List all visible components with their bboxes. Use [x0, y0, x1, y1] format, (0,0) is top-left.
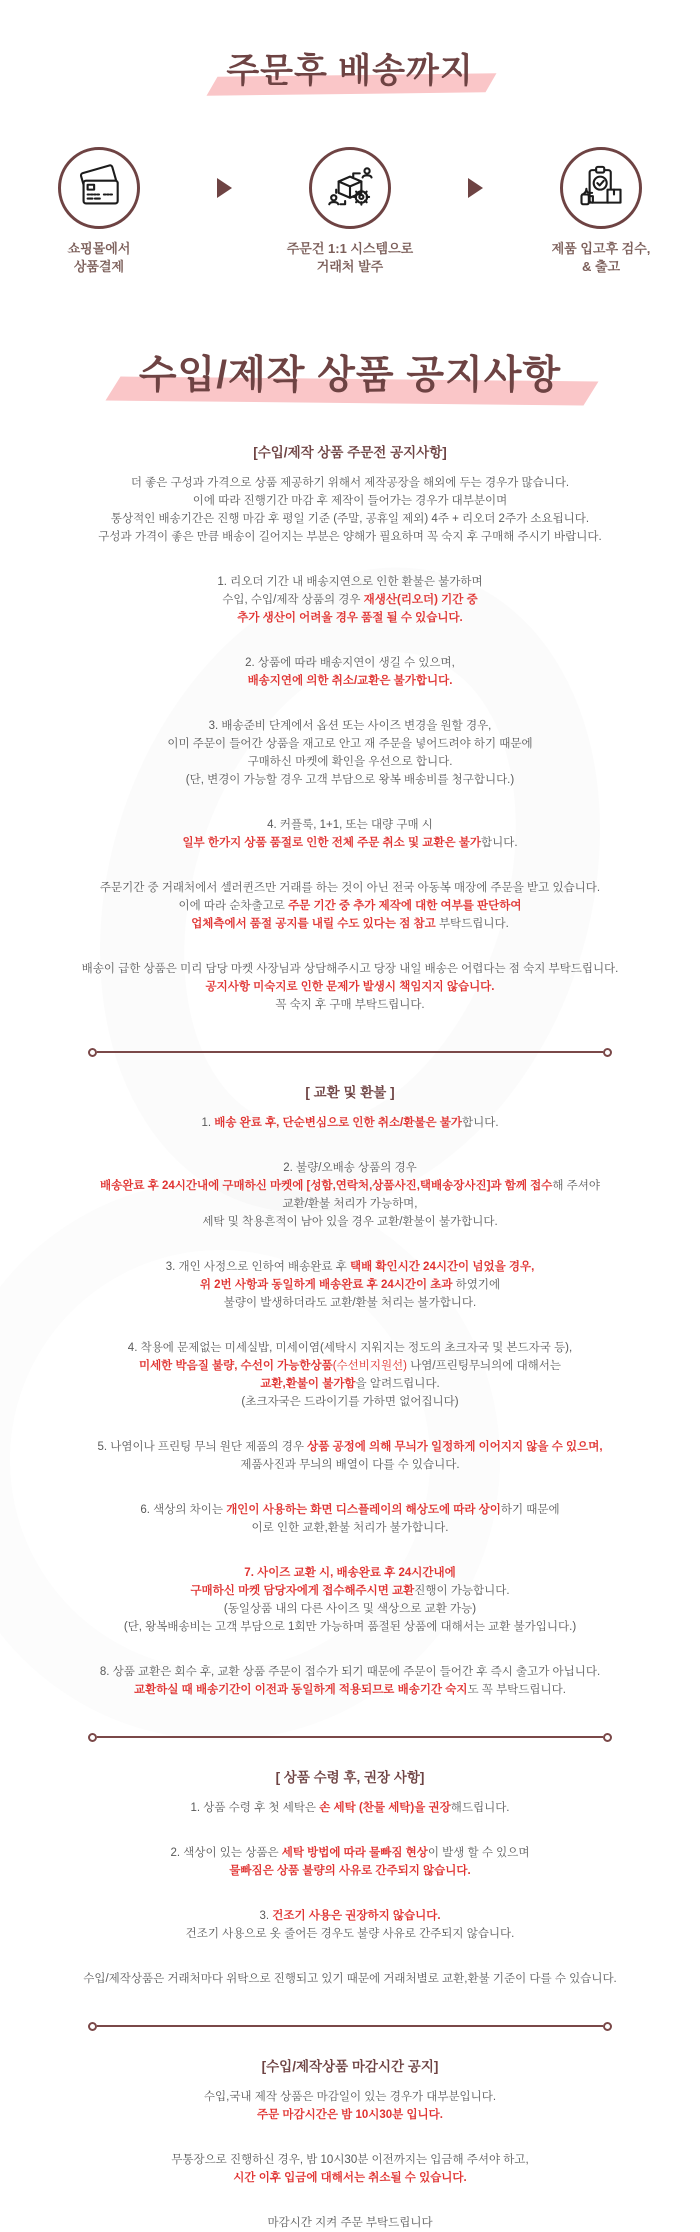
divider-line: [97, 2025, 603, 2027]
text-segment: 시간 이후 입금에 대해서는 취소될 수 있습니다.: [233, 2171, 467, 2184]
notice-line: [0, 1564, 700, 1582]
notice-block: [0, 1339, 700, 1411]
process-step: [513, 147, 689, 276]
notice-line: [0, 816, 700, 834]
text-segment: 배송 완료 후, 단순변심으로 인한 취소/환불은 불가: [214, 1116, 462, 1129]
text-segment: (수선비지원선): [332, 1359, 407, 1372]
notice-block: [0, 816, 700, 852]
notice-line: [0, 2169, 700, 2187]
text-segment: 세탁 및 착용흔적이 남아 있을 경우 교환/환불이 불가합니다.: [202, 1215, 498, 1228]
text-segment: 3.: [259, 1909, 273, 1922]
text-segment: 해 주셔야: [552, 1179, 600, 1192]
notice-block: [0, 879, 700, 933]
notice-block: [0, 1258, 700, 1312]
notice-block: [0, 1907, 700, 1943]
notice-line: [0, 1375, 700, 1393]
text-segment: 1.: [201, 1116, 215, 1129]
notice-line: [0, 1213, 700, 1231]
text-segment: 이로 인한 교환,환불 처리가 불가합니다.: [251, 1521, 449, 1534]
notice-line: [0, 1276, 700, 1294]
process-step-label-line: & 출고: [581, 259, 621, 275]
notice-line: [0, 960, 700, 978]
notice-block: [0, 573, 700, 627]
text-segment: 합니다.: [481, 836, 518, 849]
notice-block: [0, 474, 700, 546]
notice-line: [0, 1258, 700, 1276]
text-segment: 꼭 숙지 후 구매 부탁드립니다.: [275, 998, 425, 1011]
notice-line: [0, 672, 700, 690]
text-segment: 더 좋은 구성과 가격으로 상품 제공하기 위해서 제작공장을 해외에 두는 경우가 많습니다.: [130, 476, 570, 489]
notice-block: [0, 1844, 700, 1880]
notice-line: [0, 609, 700, 627]
text-segment: 공지사항 미숙지로 인한 문제가 발생시 책임지지 않습니다.: [205, 980, 495, 993]
text-segment: 2. 불량/오배송 상품의 경우: [283, 1161, 417, 1174]
text-segment: 이미 주문이 들어간 상품을 재고로 안고 재 주문을 넣어드려야 하기 때문에: [167, 737, 533, 750]
notice-sections: [0, 441, 700, 2232]
text-segment: 배송지연에 의한 취소/교환은 불가합니다.: [247, 674, 453, 687]
process-step-label-line: 주문건 1:1 시스템으로: [286, 241, 414, 257]
process-step-label-line: 거래처 발주: [316, 259, 384, 275]
text-segment: (단, 변경이 가능할 경우 고객 부담으로 왕복 배송비를 청구합니다.): [185, 773, 515, 786]
text-segment: 건조기 사용으로 옷 줄어든 경우도 불량 사유로 간주되지 않습니다.: [185, 1927, 515, 1940]
section-header: [ 교환 및 환불 ]: [305, 1084, 395, 1100]
text-segment: 1. 리오더 기간 내 배송지연으로 인한 환불은 불가하며: [217, 575, 483, 588]
text-segment: 세탁 방법에 따라 물빠짐 현상: [281, 1846, 428, 1859]
text-segment: 부탁드립니다.: [438, 917, 509, 930]
notice-line: [0, 573, 700, 591]
notice-line: [0, 492, 700, 510]
page-title: [139, 354, 561, 399]
text-segment: 교환하실 때 배송기간이 이전과 동일하게 적용되므로 배송기간 숙지: [134, 1683, 468, 1696]
page-title-text: 수입/제작 상품 공지사항: [138, 354, 562, 398]
order-system-icon: [309, 147, 391, 229]
notice-block: [0, 1114, 700, 1132]
notice-line: [0, 753, 700, 771]
text-segment: 업체측에서 품절 공지를 내릴 수도 있다는 점 참고: [191, 917, 439, 930]
text-segment: 재생산(리오더) 기간 중: [363, 593, 478, 606]
notice-line: [0, 1844, 700, 1862]
text-segment: 손 세탁 (찬물 세탁)을 권장: [319, 1801, 451, 1814]
notice-line: [0, 1159, 700, 1177]
text-segment: 구성과 가격이 좋은 만큼 배송이 길어지는 부분은 양해가 필요하며 꼭 숙지 후 구매해 주시기 바랍니다.: [98, 530, 602, 543]
text-segment: 배송완료 후 24시간내에 구매하신 마켓에 [성함,연락처,상품사진,택배송장사진]과 함께 접수: [100, 1179, 553, 1192]
process-step-label: [11, 240, 187, 276]
text-segment: 수입, 수입/제작 상품의 경우: [222, 593, 364, 606]
divider-line: [97, 1051, 603, 1053]
notice-block: [0, 1159, 700, 1231]
text-segment: 수입/제작상품은 거래처마다 위탁으로 진행되고 있기 때문에 거래처별로 교환,환불 기준이 다를 수 있습니다.: [83, 1972, 617, 1985]
notice-line: [0, 1582, 700, 1600]
text-segment: 하기 때문에: [500, 1503, 560, 1516]
text-segment: 주문 기간 중 추가 제작에 대한 여부를 판단하여: [288, 899, 522, 912]
notice-line: [0, 735, 700, 753]
text-segment: 1. 상품 수령 후 첫 세탁은: [190, 1801, 320, 1814]
notice-line: [0, 978, 700, 996]
notice-line: [0, 1339, 700, 1357]
notice-block: [0, 960, 700, 1014]
text-segment: 배송이 급한 상품은 미리 담당 마켓 사장님과 상담해주시고 당장 내일 배송은 어렵다는 점 숙지 부탁드립니다.: [81, 962, 619, 975]
notice-line: [0, 2106, 700, 2124]
notice-block: [0, 1663, 700, 1699]
text-segment: 나염/프린팅무늬의에 대해서는: [407, 1359, 562, 1372]
notice-line: [0, 1195, 700, 1213]
text-segment: 교환/환불 처리가 가능하며,: [282, 1197, 418, 1210]
process-step-label: [513, 240, 689, 276]
text-segment: 일부 한가지 상품 품절로 인한 전체 주문 취소 및 교환은 불가: [182, 836, 482, 849]
credit-card-icon: [58, 147, 140, 229]
divider-endpoint-icon: [88, 1733, 97, 1742]
section-divider: [88, 1048, 612, 1057]
notice-line: [0, 834, 700, 852]
text-segment: 상품 공정에 의해 무늬가 일정하게 이어지지 않을 수 있으며,: [307, 1440, 603, 1453]
text-segment: 하였기에: [452, 1278, 501, 1291]
notice-line: [0, 510, 700, 528]
text-segment: 이에 따라 진행기간 마감 후 제작이 들어가는 경우가 대부분이며: [192, 494, 508, 507]
text-segment: 미세한 박음질 불량, 수선이 가능한상품: [138, 1359, 333, 1372]
text-segment: 통상적인 배송기간은 진행 마감 후 평일 기준 (주말, 공휴일 제외) 4주 + 리오더 2주가 소요됩니다.: [110, 512, 590, 525]
text-segment: 5. 나염이나 프린팅 무늬 원단 제품의 경우: [97, 1440, 308, 1453]
notice-line: [0, 1177, 700, 1195]
notice-line: [0, 2088, 700, 2106]
notice-line: [0, 591, 700, 609]
text-segment: 추가 생산이 어려울 경우 품절 될 수 있습니다.: [237, 611, 463, 624]
process-step: [262, 147, 438, 276]
divider-endpoint-icon: [88, 1048, 97, 1057]
text-segment: 건조기 사용은 권장하지 않습니다.: [272, 1909, 441, 1922]
notice-block: [0, 2151, 700, 2187]
notice-line: [0, 1970, 700, 1988]
section-header: [수입/제작 상품 주문전 공지사항]: [253, 444, 447, 460]
notice-line: [0, 879, 700, 897]
notice-line: [0, 1681, 700, 1699]
arrow-right-icon: [217, 178, 232, 198]
process-title-text: 주문후 배송까지: [226, 52, 474, 90]
notice-block: [0, 1970, 700, 1988]
section-divider: [88, 1733, 612, 1742]
text-segment: 불량이 발생하더라도 교환/환불 처리는 불가합니다.: [223, 1296, 477, 1309]
text-segment: 2. 색상이 있는 상품은: [170, 1846, 282, 1859]
process-steps: [0, 147, 700, 276]
notice-block: [0, 2214, 700, 2232]
notice-line: [0, 1799, 700, 1817]
text-segment: 합니다.: [462, 1116, 499, 1129]
text-segment: 구매하신 마켓에 확인을 우선으로 합니다.: [247, 755, 453, 768]
divider-endpoint-icon: [603, 1048, 612, 1057]
divider-line: [97, 1736, 603, 1738]
text-segment: 3. 개인 사정으로 인하여 배송완료 후: [165, 1260, 350, 1273]
text-segment: (초크자국은 드라이기를 가하면 없어집니다): [241, 1395, 459, 1408]
text-segment: (단, 왕복배송비는 고객 부담으로 1회만 가능하며 품절된 상품에 대해서는 교환 불가입니다.): [123, 1620, 577, 1633]
process-step-label-line: 쇼핑몰에서: [67, 241, 131, 257]
text-segment: 구매하신 마켓 담당자에게 접수해주시면 교환: [190, 1584, 415, 1597]
text-segment: 이 발생 할 수 있으며: [427, 1846, 530, 1859]
text-segment: 2. 상품에 따라 배송지연이 생길 수 있으며,: [245, 656, 455, 669]
text-segment: 주문기간 중 거래처에서 셀러퀸즈만 거래를 하는 것이 아닌 전국 아동복 매장에 주문을 받고 있습니다.: [99, 881, 601, 894]
text-segment: 도 꼭 부탁드립니다.: [467, 1683, 566, 1696]
notice-line: [0, 897, 700, 915]
text-segment: 개인이 사용하는 화면 디스플레이의 해상도에 따라 상이: [226, 1503, 501, 1516]
text-segment: 6. 색상의 차이는: [140, 1503, 227, 1516]
notice-block: [0, 1799, 700, 1817]
notice-line: [0, 1438, 700, 1456]
inspection-icon: [560, 147, 642, 229]
process-step-label-line: 상품결제: [73, 259, 125, 275]
notice-line: [0, 1862, 700, 1880]
text-segment: 진행이 가능합니다.: [414, 1584, 510, 1597]
notice-line: [0, 1357, 700, 1375]
text-segment: 수입,국내 제작 상품은 마감일이 있는 경우가 대부분입니다.: [203, 2090, 497, 2103]
notice-line: [0, 528, 700, 546]
text-segment: 무통장으로 진행하신 경우, 밤 10시30분 이전까지는 입금해 주셔야 하고,: [171, 2153, 529, 2166]
text-segment: (동일상품 내의 다른 사이즈 및 색상으로 교환 가능): [223, 1602, 477, 1615]
text-segment: 마감시간 지켜 주문 부탁드립니다: [267, 2216, 433, 2229]
text-segment: 제품사진과 무늬의 배열이 다를 수 있습니다.: [240, 1458, 460, 1471]
notice-line: [0, 915, 700, 933]
process-title: [226, 52, 473, 91]
text-segment: 주문 마감시간은 밤 10시30분 입니다.: [257, 2108, 443, 2121]
text-segment: 이에 따라 순차출고로: [178, 899, 289, 912]
notice-line: [0, 654, 700, 672]
notice-block: [0, 2088, 700, 2124]
notice-line: [0, 1501, 700, 1519]
notice-line: [0, 717, 700, 735]
process-step: [11, 147, 187, 276]
notice-block: [0, 1501, 700, 1537]
notice-line: [0, 474, 700, 492]
text-segment: 물빠짐은 상품 불량의 사유로 간주되지 않습니다.: [229, 1864, 471, 1877]
notice-block: [0, 1564, 700, 1636]
text-segment: 4. 착용에 문제없는 미세실밥, 미세이염(세탁시 지워지는 정도의 초크자국 및 본드자국 등),: [127, 1341, 573, 1354]
text-segment: 을 알려드립니다.: [355, 1377, 440, 1390]
notice-block: [0, 1438, 700, 1474]
notice-line: [0, 1294, 700, 1312]
notice-line: [0, 2214, 700, 2232]
divider-endpoint-icon: [603, 1733, 612, 1742]
text-segment: 해드립니다.: [450, 1801, 510, 1814]
process-step-label: [262, 240, 438, 276]
text-segment: 4. 커플룩, 1+1, 또는 대량 구매 시: [267, 818, 433, 831]
notice-line: [0, 996, 700, 1014]
section-header: [ 상품 수령 후, 권장 사항]: [275, 1769, 425, 1785]
notice-line: [0, 2151, 700, 2169]
text-segment: 8. 상품 교환은 회수 후, 교환 상품 주문이 접수가 되기 때문에 주문이 들어간 후 즉시 출고가 아닙니다.: [99, 1665, 601, 1678]
notice-block: [0, 654, 700, 690]
notice-line: [0, 1393, 700, 1411]
notice-line: [0, 1519, 700, 1537]
notice-block: [0, 717, 700, 789]
process-step-label-line: 제품 입고후 검수,: [551, 241, 651, 257]
text-segment: 7. 사이즈 교환 시, 배송완료 후 24시간내에: [244, 1566, 456, 1579]
notice-line: [0, 1907, 700, 1925]
notice-line: [0, 771, 700, 789]
notice-line: [0, 1663, 700, 1681]
notice-line: [0, 1456, 700, 1474]
arrow-right-icon: [468, 178, 483, 198]
text-segment: 교환,환불이 불가함: [260, 1377, 356, 1390]
text-segment: 3. 배송준비 단계에서 옵션 또는 사이즈 변경을 원할 경우,: [208, 719, 492, 732]
text-segment: 위 2번 사항과 동일하게 배송완료 후 24시간이 초과: [199, 1278, 453, 1291]
notice-line: [0, 1114, 700, 1132]
section-header: [수입/제작상품 마감시간 공지]: [261, 2058, 439, 2074]
notice-line: [0, 1925, 700, 1943]
text-segment: 택배 확인시간 24시간이 넘었을 경우,: [350, 1260, 535, 1273]
notice-line: [0, 1600, 700, 1618]
notice-line: [0, 1618, 700, 1636]
